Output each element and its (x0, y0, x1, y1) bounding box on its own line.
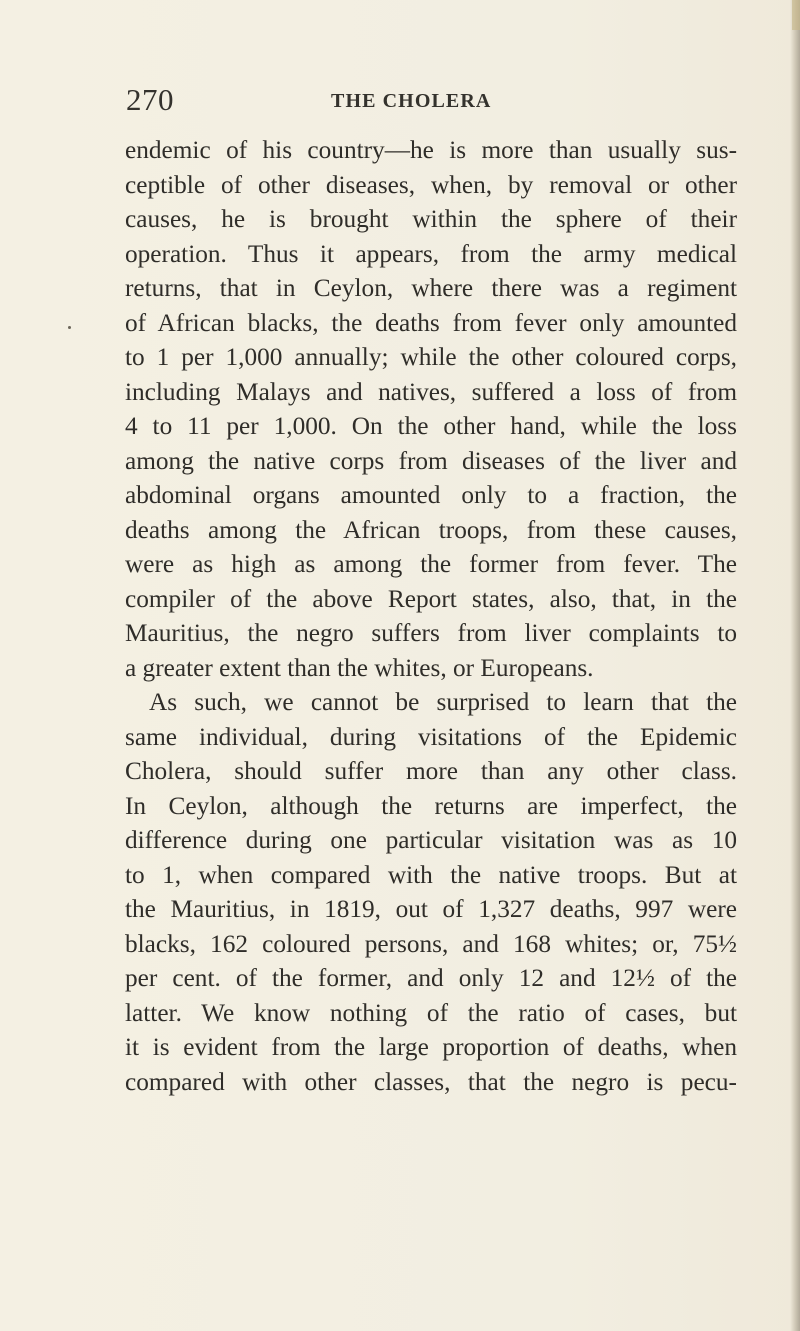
text-line: Cholera, should suffer more than any other class. (125, 757, 737, 785)
paragraph-last-line: a greater extent than the whites, or Europeans. (125, 653, 594, 682)
page-edge-shadow (790, 0, 800, 1331)
text-line: In Ceylon, although the returns are imperfect, the (125, 791, 737, 820)
text-line: same individual, during visitations of the Epidemic (125, 722, 737, 751)
text-line: difference during one particular visitation was as 10 (125, 826, 737, 854)
text-line: returns, that in Ceylon, where there was a regiment (125, 274, 737, 302)
text-line: operation. Thus it appears, from the army medical (125, 239, 737, 268)
text-line: compared with other classes, that the negro is pecu- (125, 1067, 737, 1096)
text-line: causes, he is brought within the sphere of their (125, 205, 737, 233)
text-line: the Mauritius, in 1819, out of 1,327 deaths, 997 were (125, 895, 737, 923)
text-line: among the native corps from diseases of the liver and (125, 446, 737, 475)
text-line: including Malays and natives, suffered a loss of from (125, 377, 737, 406)
text-line: latter. We know nothing of the ratio of cases, but (125, 998, 737, 1027)
text-line: of African blacks, the deaths from fever only amounted (125, 308, 737, 337)
text-line: per cent. of the former, and only 12 and 12½ of the (125, 964, 737, 992)
text-line: endemic of his country—he is more than usually sus- (125, 136, 737, 164)
text-line: compiler of the above Report states, also, that, in the (125, 584, 737, 613)
text-line: were as high as among the former from fever. The (125, 550, 737, 578)
text-line: Mauritius, the negro suffers from liver complaints to (125, 619, 737, 647)
page-number: 270 (126, 82, 174, 117)
text-line: ceptible of other diseases, when, by removal or other (125, 170, 737, 199)
text-line: 4 to 11 per 1,000. On the other hand, while the loss (125, 412, 737, 440)
text-line: to 1 per 1,000 annually; while the other coloured corps, (125, 343, 737, 371)
paragraph-first-line: As such, we cannot be surprised to learn that the (149, 688, 737, 716)
text-line: to 1, when compared with the native troops. But at (125, 860, 737, 889)
margin-speck (68, 326, 71, 329)
page-header (0, 82, 800, 122)
page-edge-mark (792, 0, 800, 30)
text-line: blacks, 162 coloured persons, and 168 whites; or, 75½ (125, 929, 737, 958)
text-line: deaths among the African troops, from these causes, (125, 515, 737, 544)
text-line: it is evident from the large proportion of deaths, when (125, 1033, 737, 1061)
running-title: THE CHOLERA (331, 90, 492, 112)
body-text (125, 133, 737, 1099)
text-line: abdominal organs amounted only to a fraction, the (125, 481, 737, 509)
